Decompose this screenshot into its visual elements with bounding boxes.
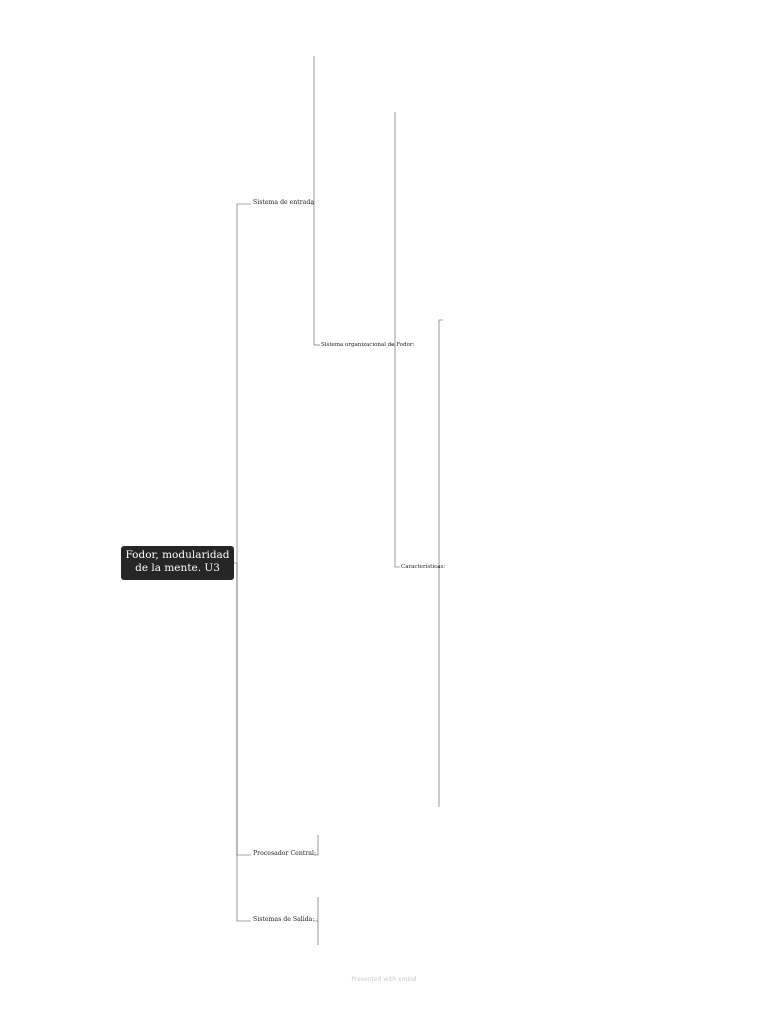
- node-sistema-organizacional[interactable]: Sistema organizacional de Fodor:: [321, 342, 415, 348]
- root-title-line-2: de la mente. U3: [135, 562, 220, 574]
- branch-sistema-de-entrada[interactable]: Sistema de entrada: [253, 199, 315, 206]
- root-topic[interactable]: [121, 546, 234, 580]
- branch-procesador-central[interactable]: Procesador Central:: [253, 850, 317, 857]
- root-title-line-1: Fodor, modularidad: [125, 549, 230, 561]
- node-caracteristicas[interactable]: Características:: [401, 564, 446, 570]
- xmind-footer: Presented with xmind: [351, 976, 417, 983]
- branch-sistemas-de-salida[interactable]: Sistemas de Salida:: [253, 916, 315, 923]
